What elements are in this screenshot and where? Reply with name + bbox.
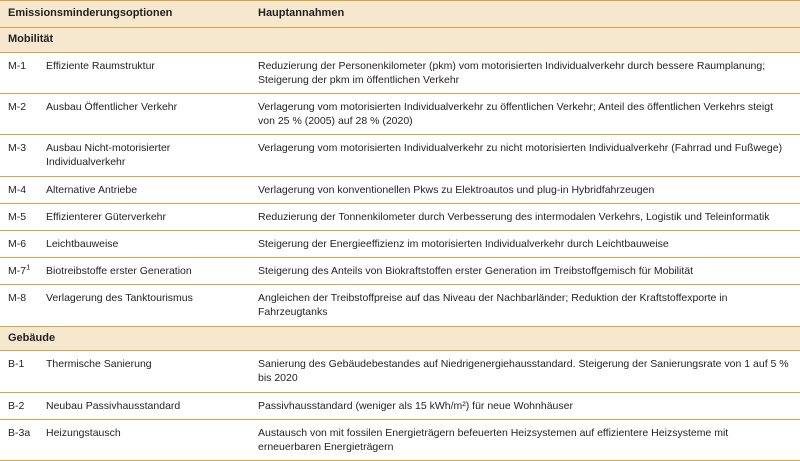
column-header-options: Emissionsminderungsoptionen (0, 1, 250, 28)
row-code (0, 135, 38, 176)
row-code-text: M-1 (8, 59, 27, 72)
row-assumption-text: Verlagerung vom motorisierten Individualverkehr zu öffentlichen Verkehr; Anteil des öffentlichen Verkehrs steigt von 25 % (2005) auf 28 % (2020) (250, 93, 800, 134)
row-code (0, 419, 38, 460)
table-row (0, 93, 800, 134)
row-option-name: Effiziente Raumstruktur (38, 52, 250, 93)
row-assumption-text: Verlagerung von konventionellen Pkws zu Elektroautos und plug-in Hybridfahrzeugen (250, 176, 800, 203)
table-row (0, 203, 800, 230)
row-option-name: Ausbau Öffentlicher Verkehr (38, 93, 250, 134)
row-option-name: Neubau Passivhausstandard (38, 392, 250, 419)
table-row (0, 258, 800, 285)
row-code (0, 230, 38, 257)
row-option-name: Heizungstausch (38, 419, 250, 460)
row-code (0, 258, 38, 285)
row-code-text: M-4 (8, 183, 27, 196)
row-code (0, 351, 38, 392)
row-option-name: Ausbau Nicht-motorisierter Individualverkehr (38, 135, 250, 176)
row-code (0, 52, 38, 93)
row-option-name: Leichtbauweise (38, 230, 250, 257)
row-option-name: Biotreibstoffe erster Generation (38, 258, 250, 285)
table-row (0, 285, 800, 326)
column-header-assumptions: Hauptannahmen (250, 1, 800, 28)
row-assumption-text: Reduzierung der Personenkilometer (pkm) vom motorisierten Individualverkehr durch bessere Raumplanung; Steigerung der pkm im öffentlichen Verkehr (250, 52, 800, 93)
table-header-row (0, 1, 800, 28)
row-code (0, 176, 38, 203)
table-section-title: Mobilität (0, 27, 800, 52)
row-code-text: M-2 (8, 100, 27, 113)
row-code (0, 392, 38, 419)
table-row (0, 351, 800, 392)
row-assumption-text: Austausch von mit fossilen Energieträgern befeuerten Heizsystemen auf effizientere Heizsysteme mit erneuerbaren Energieträgern (250, 419, 800, 460)
row-assumption-text: Reduzierung der Tonnenkilometer durch Verbesserung des intermodalen Verkehrs, Logistik und Teleinformatik (250, 203, 800, 230)
table-section-row (0, 27, 800, 52)
table-row (0, 135, 800, 176)
row-code (0, 93, 38, 134)
row-assumption-text: Sanierung des Gebäudebestandes auf Niedrigenergiehausstandard. Steigerung der Sanierungsrate von 1 auf 5 % bis 2020 (250, 351, 800, 392)
row-assumption-text: Steigerung der Energieeffizienz im motorisierten Individualverkehr durch Leichtbauweise (250, 230, 800, 257)
row-option-name: Effizienterer Güterverkehr (38, 203, 250, 230)
row-option-name: Verlagerung des Tanktourismus (38, 285, 250, 326)
row-option-name: Thermische Sanierung (38, 351, 250, 392)
row-assumption-text: Angleichen der Treibstoffpreise auf das Niveau der Nachbarländer; Reduktion der Kraftstoffexporte in Fahrzeugtanks (250, 285, 800, 326)
row-code (0, 285, 38, 326)
row-code-text: M-8 (8, 292, 27, 305)
table-row (0, 230, 800, 257)
row-code-text: B-2 (8, 399, 25, 412)
row-assumption-text: Steigerung des Anteils von Biokraftstoffen erster Generation im Treibstoffgemisch für Mobilität (250, 258, 800, 285)
row-code-text: B-3a (8, 426, 31, 439)
row-code-text: M-5 (8, 210, 27, 223)
row-code-footnote-marker: 1 (26, 262, 31, 272)
row-option-name: Alternative Antriebe (38, 176, 250, 203)
row-code-text: B-1 (8, 358, 25, 371)
table-header (0, 1, 800, 28)
row-code-text: M-3 (8, 142, 27, 155)
row-code (0, 203, 38, 230)
row-code-text: M-7 (8, 265, 27, 278)
row-assumption-text: Verlagerung vom motorisierten Individualverkehr zu nicht motorisierten Individualverkehr (Fahrrad und Fußwege) (250, 135, 800, 176)
table-section-title: Gebäude (0, 326, 800, 351)
table-row (0, 176, 800, 203)
table-row (0, 52, 800, 93)
table-row (0, 392, 800, 419)
row-code-text: M-6 (8, 237, 27, 250)
table-row (0, 419, 800, 460)
table-section-row (0, 326, 800, 351)
table-body (0, 27, 800, 460)
row-assumption-text: Passivhausstandard (weniger als 15 kWh/m²) für neue Wohnhäuser (250, 392, 800, 419)
